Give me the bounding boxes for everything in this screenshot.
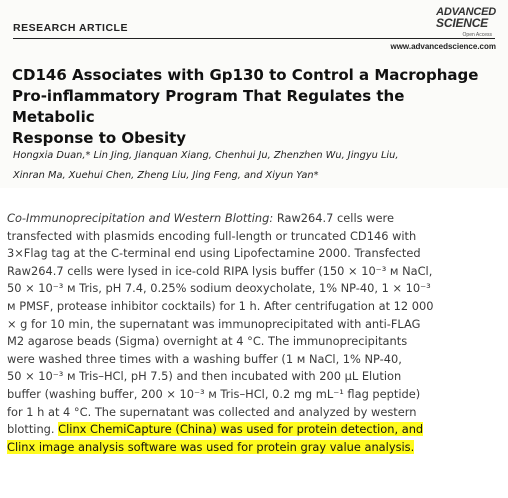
logo-line-2: SCIENCE	[436, 16, 488, 30]
highlighted-text: Clinx ChemiCapture (China) was used for protein detection, and	[58, 422, 424, 437]
author-line: Xinran Ma, Xuehui Chen, Zheng Liu, Jing Feng, and Xiyun Yan*	[13, 170, 319, 181]
line-text: blotting.	[7, 422, 59, 437]
logo-line-1: ADVANCED	[436, 6, 496, 18]
section-label: RESEARCH ARTICLE	[13, 22, 128, 34]
methods-paragraph	[7, 210, 498, 456]
paragraph-line: 50 × 10⁻³ м Tris, pH 7.4, 0.25% sodium deoxycholate, 1% NP-40, 1 × 10⁻³	[7, 281, 431, 296]
journal-logo	[386, 7, 496, 37]
article-title	[12, 65, 492, 149]
journal-url[interactable]: www.advancedscience.com	[390, 42, 496, 51]
paragraph-line	[7, 421, 498, 439]
paragraph-line: × g for 10 min, the supernatant was immunoprecipitated with anti-FLAG	[7, 316, 421, 331]
line-text: Raw264.7 cells were	[273, 211, 394, 225]
paragraph-line: Raw264.7 cells were lysed in ice-cold RIPA lysis buffer (150 × 10⁻³ м NaCl,	[7, 263, 433, 278]
author-list	[13, 146, 493, 186]
method-subheading: Co-Immunoprecipitation and Western Blotting:	[7, 211, 274, 225]
paragraph-line: м PMSF, protease inhibitor cocktails) for 1 h. After centrifugation at 12 000	[7, 298, 434, 313]
paragraph-line: 3×Flag tag at the C-terminal end using Lipofectamine 2000. Transfected	[7, 246, 421, 261]
author-line: Hongxia Duan,* Lin Jing, Jianquan Xiang, Chenhui Ju, Zhenzhen Wu, Jingyu Liu,	[13, 150, 399, 161]
logo-open-access: Open Access	[462, 32, 492, 38]
title-line: Pro-inflammatory Program That Regulates the Metabolic	[12, 87, 405, 126]
paragraph-line: transfected with plasmids encoding full-length or truncated CD146 with	[7, 228, 417, 243]
paragraph-line: 50 × 10⁻³ м Tris–HCl, pH 7.5) and then incubated with 200 µL Elution	[7, 369, 402, 384]
paragraph-line: buffer (washing buffer, 200 × 10⁻³ м Tris–HCl, 0.2 mg mL⁻¹ flag peptide)	[7, 386, 421, 401]
paragraph-line: for 1 h at 4 °C. The supernatant was collected and analyzed by western	[7, 404, 417, 419]
title-line: CD146 Associates with Gp130 to Control a Macrophage	[12, 66, 479, 84]
header-divider	[13, 38, 495, 39]
methods-section	[0, 188, 508, 498]
paragraph-line: M2 agarose beads (Sigma) overnight at 4 °C. The immunoprecipitants	[7, 334, 408, 349]
paragraph-line: were washed three times with a washing buffer (1 м NaCl, 1% NP-40,	[7, 351, 402, 366]
paragraph-line	[7, 439, 498, 457]
highlighted-text: Clinx image analysis software was used for protein gray value analysis.	[7, 439, 415, 454]
title-line: Response to Obesity	[12, 129, 187, 147]
article-header	[0, 0, 508, 189]
paragraph-line	[7, 210, 498, 228]
